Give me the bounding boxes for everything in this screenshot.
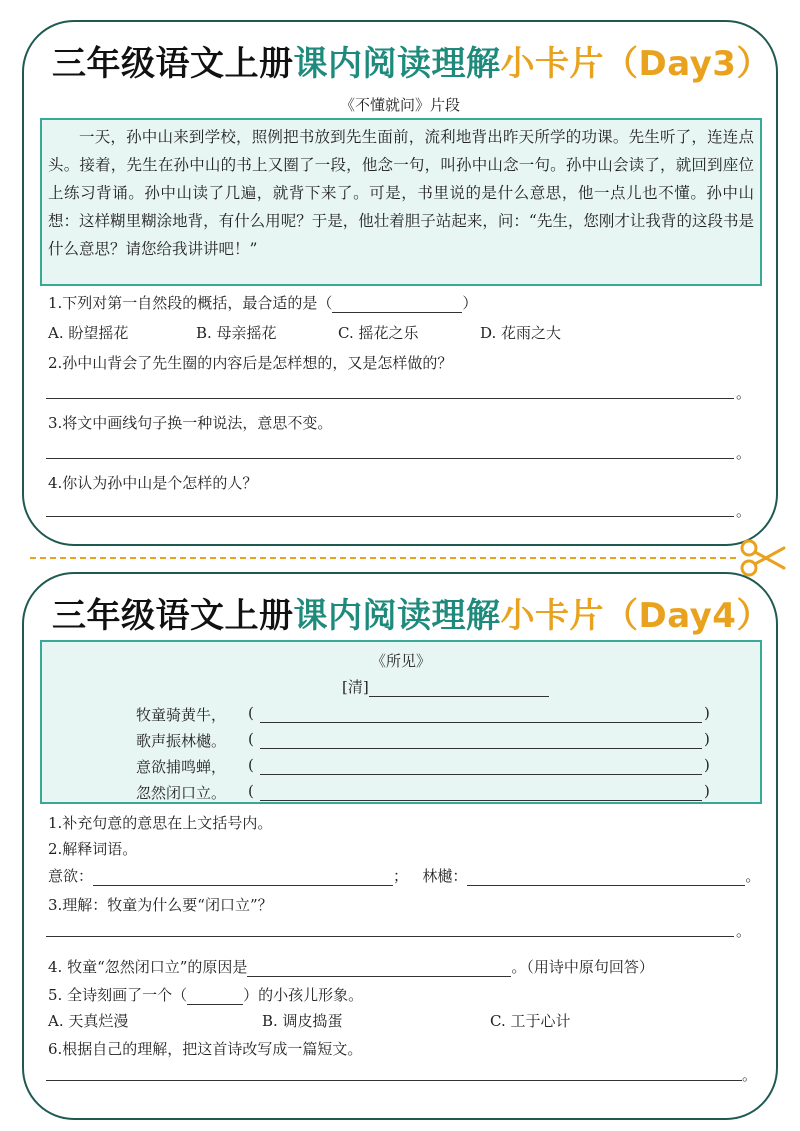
option-b: B. 母亲摇花	[196, 324, 277, 342]
card-day4	[22, 572, 778, 1120]
passage-text: 一天，孙中山来到学校，照例把书放到先生面前，流利地背出昨天所学的功课。先生听了，连连点头。接着，先生在孙中山的书上又圈了一段，他念一句，叫孙中山念一句。孙中山会读了，就回到座位上练习背诵。孙中山读了几遍，就背下来了。可是，书里说的是什么意思，他一点儿也不懂。孙中山想：这样糊里糊涂地背，有什么用呢？于是，他壮着胆子站起来，问：“先生，您刚才让我背的这段书是什么意思？请您给我讲讲吧！”	[48, 128, 754, 258]
paren-close: )	[704, 756, 710, 774]
option-d: D. 花雨之大	[480, 324, 562, 342]
period: 。	[736, 502, 752, 520]
option-a: A. 盼望摇花	[48, 324, 129, 342]
question-2: 2.解释词语。	[48, 840, 138, 858]
question-5-text: 5. 全诗刻画了一个（	[48, 986, 188, 1004]
separator: ；	[393, 867, 409, 885]
paren-open: (	[248, 756, 254, 774]
poem-author	[342, 676, 549, 697]
period: 。	[736, 384, 752, 402]
paren-open: (	[248, 704, 254, 722]
paren-close: )	[704, 782, 710, 800]
period: 。	[736, 444, 752, 462]
paren-close: )	[704, 704, 710, 722]
question-2: 2.孙中山背会了先生圈的内容后是怎样想的，又是怎样做的？	[48, 354, 453, 372]
question-1: 1.补充句意的意思在上文括号内。	[48, 814, 273, 832]
question-6: 6.根据自己的理解，把这首诗改写成一篇短文。	[48, 1040, 363, 1058]
meaning-line-1[interactable]	[260, 722, 702, 723]
poem-dynasty: [清]	[342, 678, 369, 696]
option-c: C. 摇花之乐	[338, 324, 419, 342]
meaning-line-3[interactable]	[260, 774, 702, 775]
title-part-grade: 三年级语文上册	[52, 596, 294, 636]
scissors-icon	[738, 538, 788, 578]
poem-box	[40, 640, 762, 804]
question-1-text: 1.下列对第一自然段的概括，最合适的是（	[48, 294, 333, 312]
poem-line-2: 歌声振林樾。	[136, 732, 227, 750]
poem-line-1: 牧童骑黄牛，	[136, 706, 227, 724]
paren-close: )	[704, 730, 710, 748]
option-c: C. 工于心计	[490, 1012, 571, 1030]
card-title	[52, 596, 771, 636]
word-linyue: 林樾：	[422, 867, 468, 885]
title-part-reading: 课内阅读理解	[293, 44, 501, 84]
title-part-card: 小卡片	[500, 596, 604, 636]
period: 。	[742, 1066, 758, 1084]
period: 。	[745, 867, 761, 885]
answer-line[interactable]	[46, 936, 734, 937]
period: 。	[736, 922, 752, 940]
option-b: B. 调皮捣蛋	[262, 1012, 343, 1030]
answer-blank[interactable]	[187, 988, 243, 1005]
passage-box	[40, 118, 762, 286]
poem-line-3: 意欲捕鸣蝉，	[136, 758, 227, 776]
card-title	[52, 44, 771, 84]
question-1	[48, 292, 477, 313]
question-1-close: ）	[462, 294, 478, 312]
passage-title: 《不懂就问》片段	[339, 96, 460, 114]
question-3: 3.将文中画线句子换一种说法，意思不变。	[48, 414, 333, 432]
question-4-text: 4. 牧童“忽然闭口立”的原因是	[48, 958, 248, 976]
question-4-tail: 。（用诗中原句回答）	[511, 958, 654, 976]
meaning-line-2[interactable]	[260, 748, 702, 749]
title-part-reading: 课内阅读理解	[293, 596, 501, 636]
question-5	[48, 984, 363, 1005]
meaning-line-4[interactable]	[260, 800, 702, 801]
question-5-tail: ）的小孩儿形象。	[243, 986, 364, 1004]
question-4	[48, 956, 654, 977]
paren-open: (	[248, 730, 254, 748]
answer-line[interactable]	[46, 458, 734, 459]
card-day3	[22, 20, 778, 546]
answer-blank[interactable]	[467, 869, 745, 886]
author-blank[interactable]	[369, 680, 549, 697]
poem-line-4: 忽然闭口立。	[136, 784, 227, 802]
question-4: 4.你认为孙中山是个怎样的人？	[48, 474, 258, 492]
answer-blank[interactable]	[93, 869, 393, 886]
paren-open: (	[248, 782, 254, 800]
answer-line[interactable]	[46, 1080, 742, 1081]
option-a: A. 天真烂漫	[48, 1012, 129, 1030]
title-part-day: （Day4）	[604, 596, 771, 636]
word-yiyu: 意欲：	[48, 867, 94, 885]
poem-title: 《所见》	[370, 652, 431, 670]
title-part-card: 小卡片	[500, 44, 604, 84]
title-part-grade: 三年级语文上册	[52, 44, 294, 84]
answer-blank[interactable]	[332, 296, 462, 313]
title-part-day: （Day3）	[604, 44, 771, 84]
question-2-words	[48, 865, 760, 886]
answer-line[interactable]	[46, 516, 734, 517]
answer-blank[interactable]	[247, 960, 511, 977]
answer-line[interactable]	[46, 398, 734, 399]
question-3: 3.理解：牧童为什么要“闭口立”？	[48, 896, 273, 914]
cut-line	[30, 557, 736, 559]
